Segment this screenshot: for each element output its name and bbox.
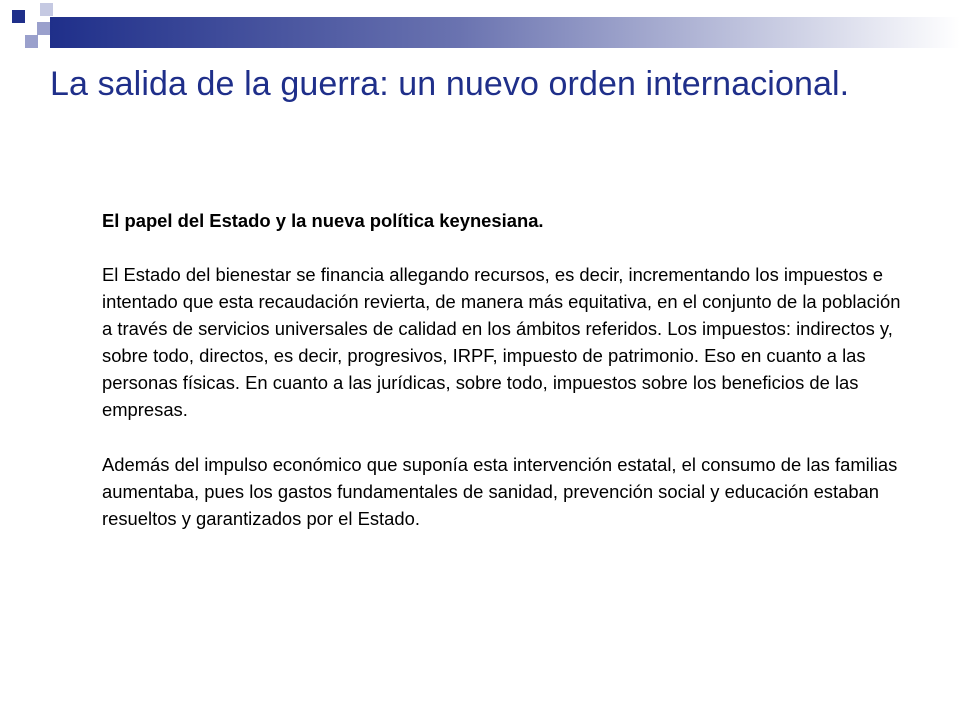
- decor-square-dark: [12, 10, 25, 23]
- slide-title: La salida de la guerra: un nuevo orden internacional.: [50, 65, 850, 103]
- header-decoration: [0, 0, 960, 60]
- slide-subtitle: El papel del Estado y la nueva política keynesiana.: [102, 210, 544, 231]
- slide-content: [102, 207, 902, 532]
- paragraph-financing: El Estado del bienestar se financia allegando recursos, es decir, incrementando los impuestos e intentado que esta recaudación revierta, de manera más equitativa, en el conjunto de la población a través de servicios universales de calidad en los ámbitos referidos. Los impuestos: indirectos y, sobre todo, directos, es decir, progresivos, IRPF, impuesto de patrimonio. Eso en cuanto a las personas físicas. En cuanto a las jurídicas, sobre todo, impuestos sobre los beneficios de las empresas.: [102, 264, 901, 420]
- decor-square-light-right: [37, 22, 50, 35]
- paragraph-consumption: Además del impulso económico que suponía esta intervención estatal, el consumo de las familias aumentaba, pues los gastos fundamentales de sanidad, prevención social y educación estaban resueltos y garantizados por el Estado.: [102, 454, 898, 529]
- decor-square-top: [40, 3, 53, 16]
- header-gradient-bar: [50, 17, 960, 48]
- decor-square-light-bottom: [25, 35, 38, 48]
